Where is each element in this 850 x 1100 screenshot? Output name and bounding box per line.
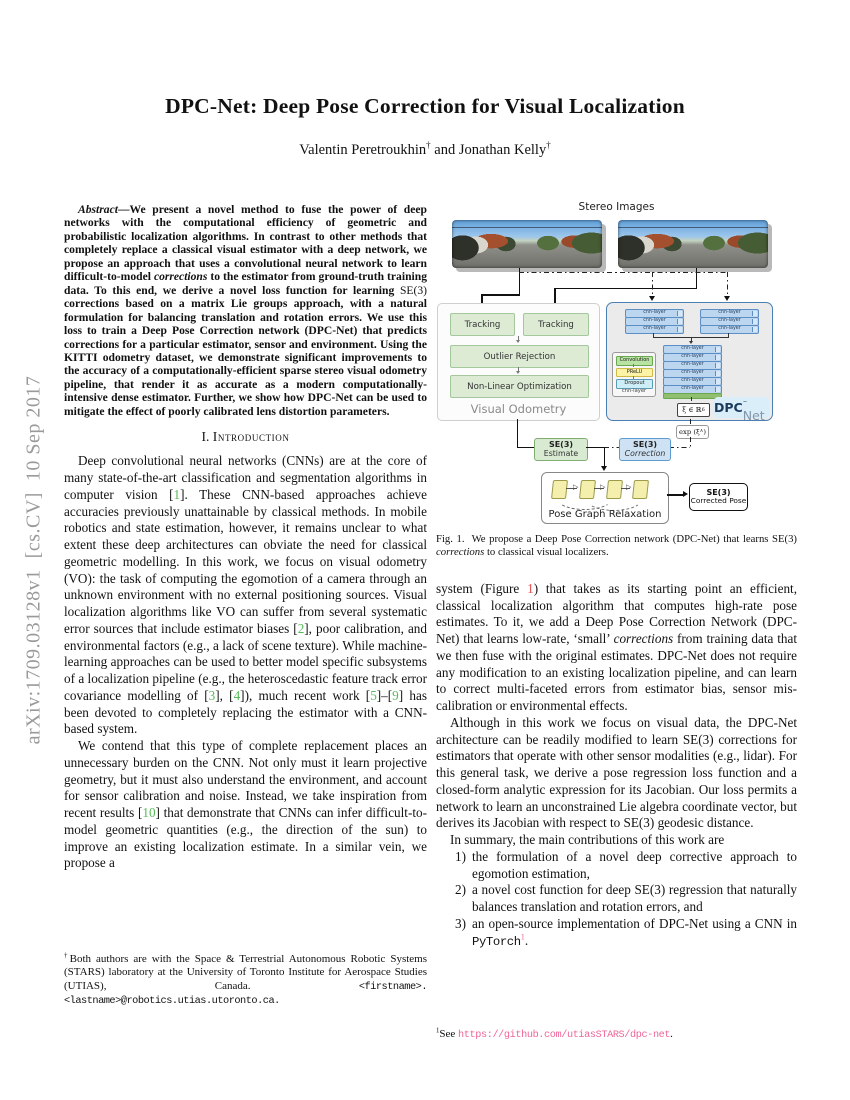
mini-arrowhead xyxy=(689,341,693,344)
cnn-layer-box: cnn-layer xyxy=(700,325,759,334)
cnn-layer-box: cnn-layer xyxy=(663,369,722,378)
right-stereo-image xyxy=(618,220,768,268)
intro-paragraph-2 xyxy=(64,738,427,872)
footnote-text: . xyxy=(670,1028,673,1040)
cnn-layer-box: cnn-layer xyxy=(663,353,722,362)
xi-text: ξ ∈ ℝ xyxy=(682,406,702,414)
cnn-layer-box: cnn-layer xyxy=(625,317,684,326)
figure-1-caption xyxy=(436,533,797,559)
pytorch-code: PyTorch xyxy=(472,934,521,949)
footnote-marker[interactable]: 1 xyxy=(520,932,525,942)
legend-prelu: PReLU xyxy=(616,368,653,378)
section-title: Introduction xyxy=(212,429,290,445)
se3-correction-box xyxy=(619,438,671,461)
arrow-line xyxy=(586,447,605,449)
arrow-line xyxy=(667,494,684,496)
body-text: an open-source implementation of DPC-Net using a CNN in xyxy=(472,915,797,931)
body-text: ] has been devoted to completely replacing the estimator with a CNN-based system. xyxy=(64,687,427,737)
exp-map-box: exp (ξ ∧ ) xyxy=(676,425,709,439)
figure-reference-link[interactable]: 1 xyxy=(527,580,534,596)
contact-email[interactable]: <firstname>.<lastname>@robotics.utias.utoronto.ca. xyxy=(64,980,427,1007)
body-text: ]. These CNN-based approaches achieve accuracies previously unattainable by classical methods. In mobile robotics and state estimation, however, it remains unclear to what extent these deep architectures can obviate the need for classical geometric modelling. In this work, we focus on visual odometry (VO): the task of computing the egomotion of a camera through an unknown environment with no external positioning sources. Visual localization algorithms like VO can suffer from several systematic error sources that include estimator biases [ xyxy=(64,486,427,636)
cnn-layer-box: cnn-layer xyxy=(625,325,684,334)
list-number: 1) xyxy=(455,848,466,864)
github-url-link[interactable]: https://github.com/utiasSTARS/dpc-net xyxy=(458,1029,671,1041)
se3-estimate-box xyxy=(534,438,588,461)
se3-math: SE(3) xyxy=(399,283,427,297)
left-column xyxy=(64,203,427,872)
exp-text: exp (ξ xyxy=(679,428,700,436)
citation-4[interactable]: 4 xyxy=(233,687,241,703)
body-text: ) that takes as its starting point an efficient, classical localization algorithm that computes high-rate pose estimates. To it, we add a Deep Pose Correction Network (DPC-Net) that learns low-rate, ‘small’ xyxy=(436,580,797,647)
dpc-net-name xyxy=(714,392,769,423)
footnote-text: Both authors are with the Space & Terrestrial Autonomous Robotic Systems (STARS) laboratory at the University of Toronto Institute for Aerospace Studies (UTIAS), Canada. xyxy=(64,953,428,992)
arrow-line xyxy=(517,447,535,449)
dashdot-line xyxy=(690,437,691,448)
intro-paragraph-1 xyxy=(64,453,427,738)
dpc-name-bold: DPC xyxy=(714,400,743,415)
citation-3[interactable]: 3 xyxy=(208,687,216,703)
legend-connector xyxy=(633,364,634,367)
legend-dropout: Dropout xyxy=(616,379,653,389)
arxiv-sidebar-text: arXiv:1709.03128v1 [cs.CV] 10 Sep 2017 xyxy=(22,375,45,745)
open-arrowhead: ▷ xyxy=(600,483,606,491)
open-arrowhead: ▷ xyxy=(626,483,632,491)
body-text: from training data that we then fuse with the original estimates. DPC-Net does not require any modification to an existing localization pipeline, and can learn to correct multi-faceted errors from estimator bias, sensor mis-calibration or environmental effects. xyxy=(436,631,797,714)
right-paragraph-2: Although in this work we focus on visual data, the DPC-Net architecture can be readily modified to learn SE(3) corrections for estimators that operate with other sensor modalities (e.g., lidar). For this general task, we derive a pose regression loss function and a closed-form analytic expression for its Jacobian. Our loss permits a network to learn an unconstrained Lie algebra coordinate vector, but derives its Jacobian with respect to SE(3) geodesic distance. xyxy=(436,714,797,831)
github-footnote xyxy=(436,1028,799,1042)
se3-corrected-pose-box xyxy=(689,483,748,511)
list-number: 3) xyxy=(455,915,466,931)
body-text: ]), much recent work [ xyxy=(240,687,371,703)
citation-10[interactable]: 10 xyxy=(142,805,156,820)
body-text: We contend that this type of complete replacement places an unnecessary burden on the CNN. Not only must it learn projective geometry, but it must also understand the environment, and account for sensor calibration and noise. Instead, we take inspiration from recent results [ xyxy=(64,738,427,820)
authors-and: and xyxy=(430,142,459,158)
abstract xyxy=(64,203,427,418)
corrected-pose-label: Corrected Pose xyxy=(690,496,747,506)
abstract-emphasis: corrections xyxy=(153,270,208,284)
body-text: ], poor calibration, and environmental factors (e.g., a lack of scene texture). While machine-learning approaches can be used to better model specific subsystems of a localization pipeline (e.g., the heteroscedastic feature track error covariance modelling of [ xyxy=(64,620,427,703)
arrow-line xyxy=(517,419,519,448)
legend-convolution: Convolution xyxy=(616,356,653,366)
list-text: the formulation of a novel deep corrective approach to egomotion estimation, xyxy=(472,848,797,881)
abstract-text: We present a novel method to fuse the power of deep networks with the computational efficiency of geometric and probabilistic localization algorithms. In contrast to other methods that completely replace a classical visual estimator with a deep network, we propose an approach that uses a convolutional neural network to learn difficult-to-model xyxy=(64,203,427,284)
section-number: I. xyxy=(201,429,213,445)
cnn-layer-box: cnn-layer xyxy=(625,309,684,318)
arrowhead-right xyxy=(683,491,688,497)
dashdot-line xyxy=(652,272,653,297)
se3-label: SE(3) xyxy=(706,487,731,497)
arrowhead-down xyxy=(724,296,730,301)
right-paragraph-3: In summary, the main contributions of this work are xyxy=(450,832,725,848)
left-stereo-image xyxy=(452,220,602,268)
abstract-text: corrections based on a matrix Lie groups approach, with a natural formulation for balancing translation and rotation errors. We use this loss to train a Deep Pose Correction network (DPC-Net) that predicts corrections for a particular estimator, sensor and environment. Using the KITTI odometry dataset, we demonstrate significant improvements to the accuracy of a computationally-efficient sparse stereo visual odometry pipeline, that render it as accurate as a modern computationally-intensive dense estimator. Further, we show how DPC-Net can be used to mitigate the effect of poorly calibrated lens distortion parameters. xyxy=(64,297,427,418)
mini-arrowhead xyxy=(516,340,520,343)
legend-label: cnn-layer xyxy=(621,388,647,394)
cnn-layer-box: cnn-layer xyxy=(700,317,759,326)
list-number: 2) xyxy=(455,882,466,898)
exp-text: ) xyxy=(703,428,706,436)
open-arrowhead: ▷ xyxy=(573,483,579,491)
body-text: Deep convolutional neural networks (CNNs) are at the core of many state-of-the-art classification and segmentation algorithms in computer vision [ xyxy=(64,453,427,502)
citation-9[interactable]: 9 xyxy=(392,687,399,703)
se3-label: SE(3) xyxy=(632,440,658,450)
visual-odometry-label: Visual Odometry xyxy=(470,402,567,416)
cnn-layer-box: cnn-layer xyxy=(663,385,722,394)
figure-1-diagram xyxy=(436,200,797,530)
mini-arrowhead xyxy=(516,371,520,374)
arrowhead-down xyxy=(601,466,607,471)
footnote-number: 1 xyxy=(436,1027,440,1035)
cnn-layer-box: cnn-layer xyxy=(663,345,722,354)
arrow-line xyxy=(554,288,697,290)
list-text: a novel cost function for deep SE(3) regression that naturally balances translation and rotation errors, and xyxy=(472,882,797,915)
body-text: ]–[ xyxy=(376,687,393,703)
se3-label: SE(3) xyxy=(548,440,574,450)
caption-number: Fig. 1. xyxy=(436,533,465,545)
tracking-box-2: Tracking xyxy=(523,313,589,336)
section-heading-introduction xyxy=(64,429,427,445)
cnn-layer-box: cnn-layer xyxy=(700,309,759,318)
body-emphasis: corrections xyxy=(613,631,674,647)
body-text: system (Figure xyxy=(436,580,528,596)
abstract-text: to the estimator from ground-truth training data. To this end, we derive a novel loss function for learning xyxy=(64,270,427,297)
paper-title: DPC-Net: Deep Pose Correction for Visual Localization xyxy=(165,94,685,118)
pose-graph-relaxation-panel xyxy=(541,472,669,524)
dashdot-line xyxy=(669,447,690,448)
conv-output-bar xyxy=(663,393,722,399)
dashdot-line xyxy=(727,272,728,297)
body-text: . xyxy=(524,932,529,948)
arrowhead-down xyxy=(649,296,655,301)
caption-emphasis: corrections xyxy=(436,545,485,558)
authors-line xyxy=(0,142,850,159)
contribution-item-2 xyxy=(436,882,797,916)
output-line xyxy=(691,397,692,401)
contribution-item-3 xyxy=(436,916,797,951)
caption-text: We propose a Deep Pose Correction network (DPC-Net) that learns SE(3) xyxy=(471,533,797,545)
author-2-dagger: † xyxy=(546,140,551,151)
caption-text: to classical visual localizers. xyxy=(484,545,609,558)
correction-label: Correction xyxy=(624,448,666,458)
dashdot-line xyxy=(519,272,727,273)
arrow-line xyxy=(481,294,520,296)
cnn-layer-legend xyxy=(612,352,656,397)
cnn-layer-box: cnn-layer xyxy=(663,361,722,370)
author-1: Valentin Peretroukhin xyxy=(299,142,427,158)
outlier-rejection-box: Outlier Rejection xyxy=(450,345,589,368)
tracking-box-1: Tracking xyxy=(450,313,515,336)
body-text: ] that demonstrate that CNNs can infer difficult-to-model geometric quantities (e.g., the direction of the sun) to improve an existing localization estimate. In a similar vein, we propose a xyxy=(64,805,428,871)
affiliation-footnote xyxy=(64,953,427,1008)
citation-1[interactable]: 1 xyxy=(173,486,181,502)
dpc-net-panel xyxy=(606,302,773,421)
pose-graph-relaxation-label: Pose Graph Relaxation xyxy=(548,509,662,520)
cnn-layer-box: cnn-layer xyxy=(663,377,722,386)
list-text xyxy=(472,916,797,951)
contribution-item-1 xyxy=(436,849,797,883)
visual-odometry-panel xyxy=(437,303,600,421)
loop-closure-arc xyxy=(584,483,644,511)
footnote-dagger: † xyxy=(64,952,70,960)
nonlinear-optimization-box: Non-Linear Optimization xyxy=(450,375,589,398)
citation-2[interactable]: 2 xyxy=(297,620,305,636)
abstract-lead: Abstract— xyxy=(78,203,130,216)
dashdot-line xyxy=(604,447,619,448)
citation-5[interactable]: 5 xyxy=(370,687,377,703)
dpc-name-rest: -Net xyxy=(742,392,765,423)
right-paragraph-1 xyxy=(436,581,797,715)
stereo-images-label: Stereo Images xyxy=(578,201,655,213)
estimate-label: Estimate xyxy=(543,448,579,458)
arrow-line xyxy=(604,447,606,467)
xi-output-box: ξ ∈ ℝ 6 xyxy=(677,403,710,417)
body-text: ], [ xyxy=(215,687,234,703)
right-column xyxy=(436,200,797,950)
author-1-dagger: † xyxy=(426,140,431,151)
author-2: Jonathan Kelly xyxy=(458,142,547,158)
footnote-text: See xyxy=(439,1028,459,1040)
